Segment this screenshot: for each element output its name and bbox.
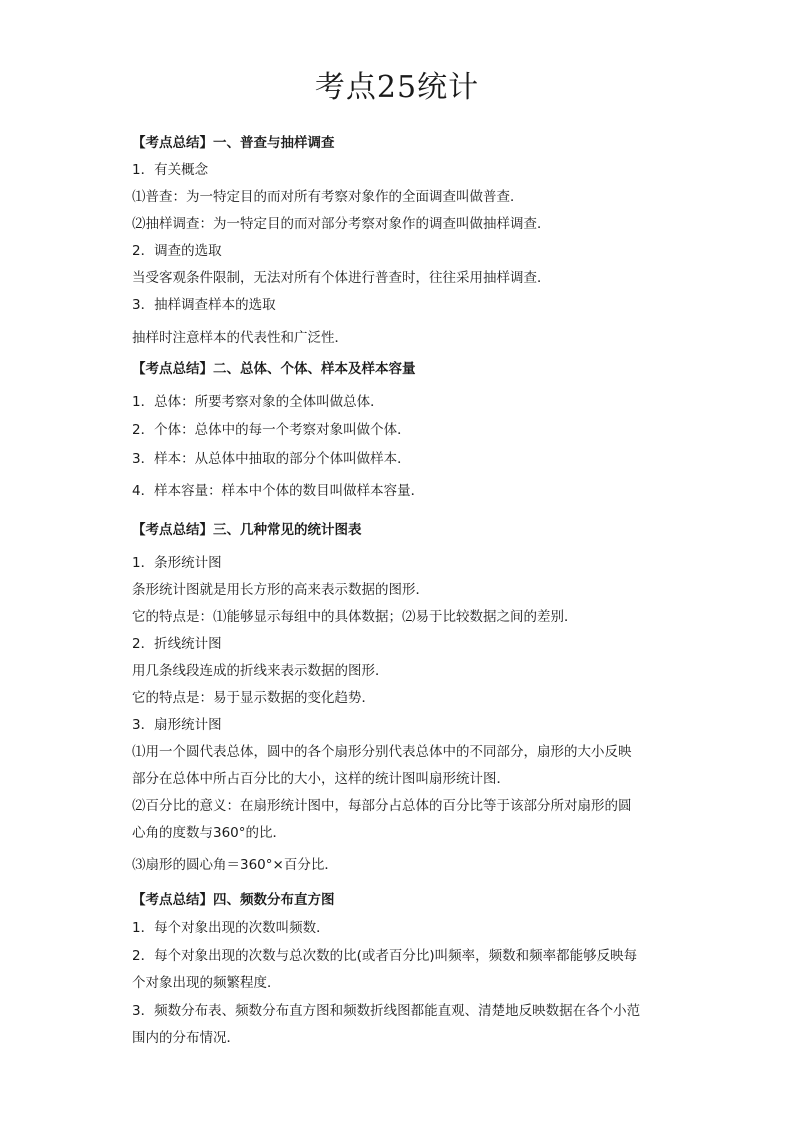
text-line: 1．有关概念 xyxy=(132,162,209,178)
text-line: ⑵百分比的意义：在扇形统计图中，每部分占总体的百分比等于该部分所对扇形的圆 xyxy=(132,798,632,814)
text-line: 围内的分布情况． xyxy=(132,1030,240,1046)
text-line: ⑴用一个圆代表总体，圆中的各个扇形分别代表总体中的不同部分，扇形的大小反映 xyxy=(132,744,632,760)
text-line: 抽样时注意样本的代表性和广泛性． xyxy=(132,330,348,346)
text-line: 1．每个对象出现的次数叫频数． xyxy=(132,920,330,936)
text-line: 3．抽样调查样本的选取 xyxy=(132,297,276,313)
section-heading-4: 【考点总结】四、频数分布直方图 xyxy=(132,892,335,908)
text-line: 心角的度数与360°的比． xyxy=(132,825,287,841)
text-line: 2．每个对象出现的次数与总次数的比(或者百分比)叫频率，频数和频率都能够反映每 xyxy=(132,948,638,964)
text-line: 1．总体：所要考察对象的全体叫做总体． xyxy=(132,394,384,410)
section-heading-2: 【考点总结】二、总体、个体、样本及样本容量 xyxy=(132,361,416,377)
text-line: 条形统计图就是用长方形的高来表示数据的图形． xyxy=(132,582,429,598)
text-line: 它的特点是：⑴能够显示每组中的具体数据；⑵易于比较数据之间的差别． xyxy=(132,609,578,625)
text-line: 个对象出现的频繁程度． xyxy=(132,975,281,991)
text-line: ⑴普查：为一特定目的而对所有考察对象作的全面调查叫做普查． xyxy=(132,189,524,205)
section-heading-1: 【考点总结】一、普查与抽样调查 xyxy=(132,135,335,151)
text-line: 它的特点是：易于显示数据的变化趋势． xyxy=(132,690,375,706)
text-line: ⑵抽样调查：为一特定目的而对部分考察对象作的调查叫做抽样调查． xyxy=(132,216,551,232)
text-line: 2．调查的选取 xyxy=(132,243,222,259)
text-line: 3．样本：从总体中抽取的部分个体叫做样本． xyxy=(132,451,411,467)
text-line: 3．扇形统计图 xyxy=(132,717,222,733)
text-line: 4．样本容量：样本中个体的数目叫做样本容量． xyxy=(132,483,425,499)
text-line: 1．条形统计图 xyxy=(132,555,222,571)
text-line: 用几条线段连成的折线来表示数据的图形． xyxy=(132,663,389,679)
text-line: 2．个体：总体中的每一个考察对象叫做个体． xyxy=(132,422,411,438)
text-line: 2．折线统计图 xyxy=(132,636,222,652)
text-line: 部分在总体中所占百分比的大小，这样的统计图叫扇形统计图． xyxy=(132,771,510,787)
section-heading-3: 【考点总结】三、几种常见的统计图表 xyxy=(132,522,362,538)
text-line: 当受客观条件限制，无法对所有个体进行普查时，往往采用抽样调查． xyxy=(132,270,551,286)
text-line: ⑶扇形的圆心角＝360°×百分比． xyxy=(132,857,338,873)
text-line: 3．频数分布表、频数分布直方图和频数折线图都能直观、清楚地反映数据在各个小范 xyxy=(132,1003,641,1019)
page-title: 考点25统计 xyxy=(314,70,480,105)
